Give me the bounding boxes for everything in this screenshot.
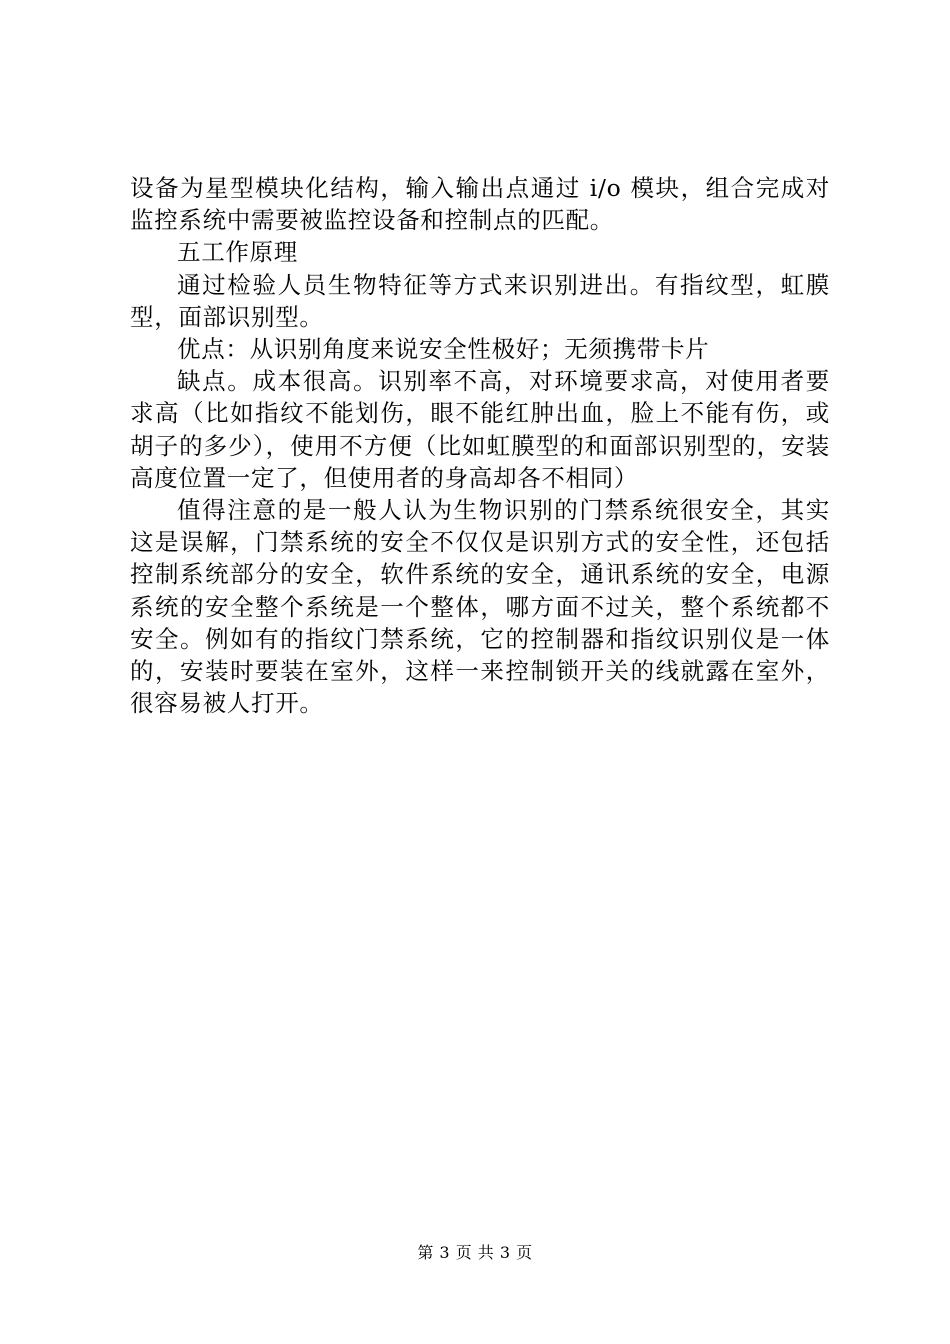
paragraph-continuation: 设备为星型模块化结构，输入输出点通过 i/o 模块，组合完成对监控系统中需要被监控设备和控制点的匹配。 — [130, 174, 830, 235]
page-footer: 第 3 页 共 3 页 — [417, 1243, 533, 1262]
paragraph-identification-types: 通过检验人员生物特征等方式来识别进出。有指纹型，虹膜型，面部识别型。 — [130, 270, 830, 331]
paragraph-advantages: 优点：从识别角度来说安全性极好；无须携带卡片 — [177, 335, 710, 364]
document-body — [130, 172, 830, 719]
paragraph-disadvantages: 缺点。成本很高。识别率不高，对环境要求高，对使用者要求高（比如指纹不能划伤，眼不能红肿出血，脸上不能有伤，或胡子的多少），使用不方便（比如虹膜型的和面部识别型的，安装高度位置一定了，但使用者的身高却各不相同） — [130, 367, 830, 492]
section-heading-working-principle: 五工作原理 — [177, 238, 298, 267]
paragraph-security-note: 值得注意的是一般人认为生物识别的门禁系统很安全，其实这是误解，门禁系统的安全不仅仅是识别方式的安全性，还包括控制系统部分的安全，软件系统的安全，通讯系统的安全，电源系统的安全整个系统是一个整体，哪方面不过关，整个系统都不安全。例如有的指纹门禁系统，它的控制器和指纹识别仪是一体的，安装时要装在室外，这样一来控制锁开关的线就露在室外，很容易被人打开。 — [130, 496, 830, 718]
